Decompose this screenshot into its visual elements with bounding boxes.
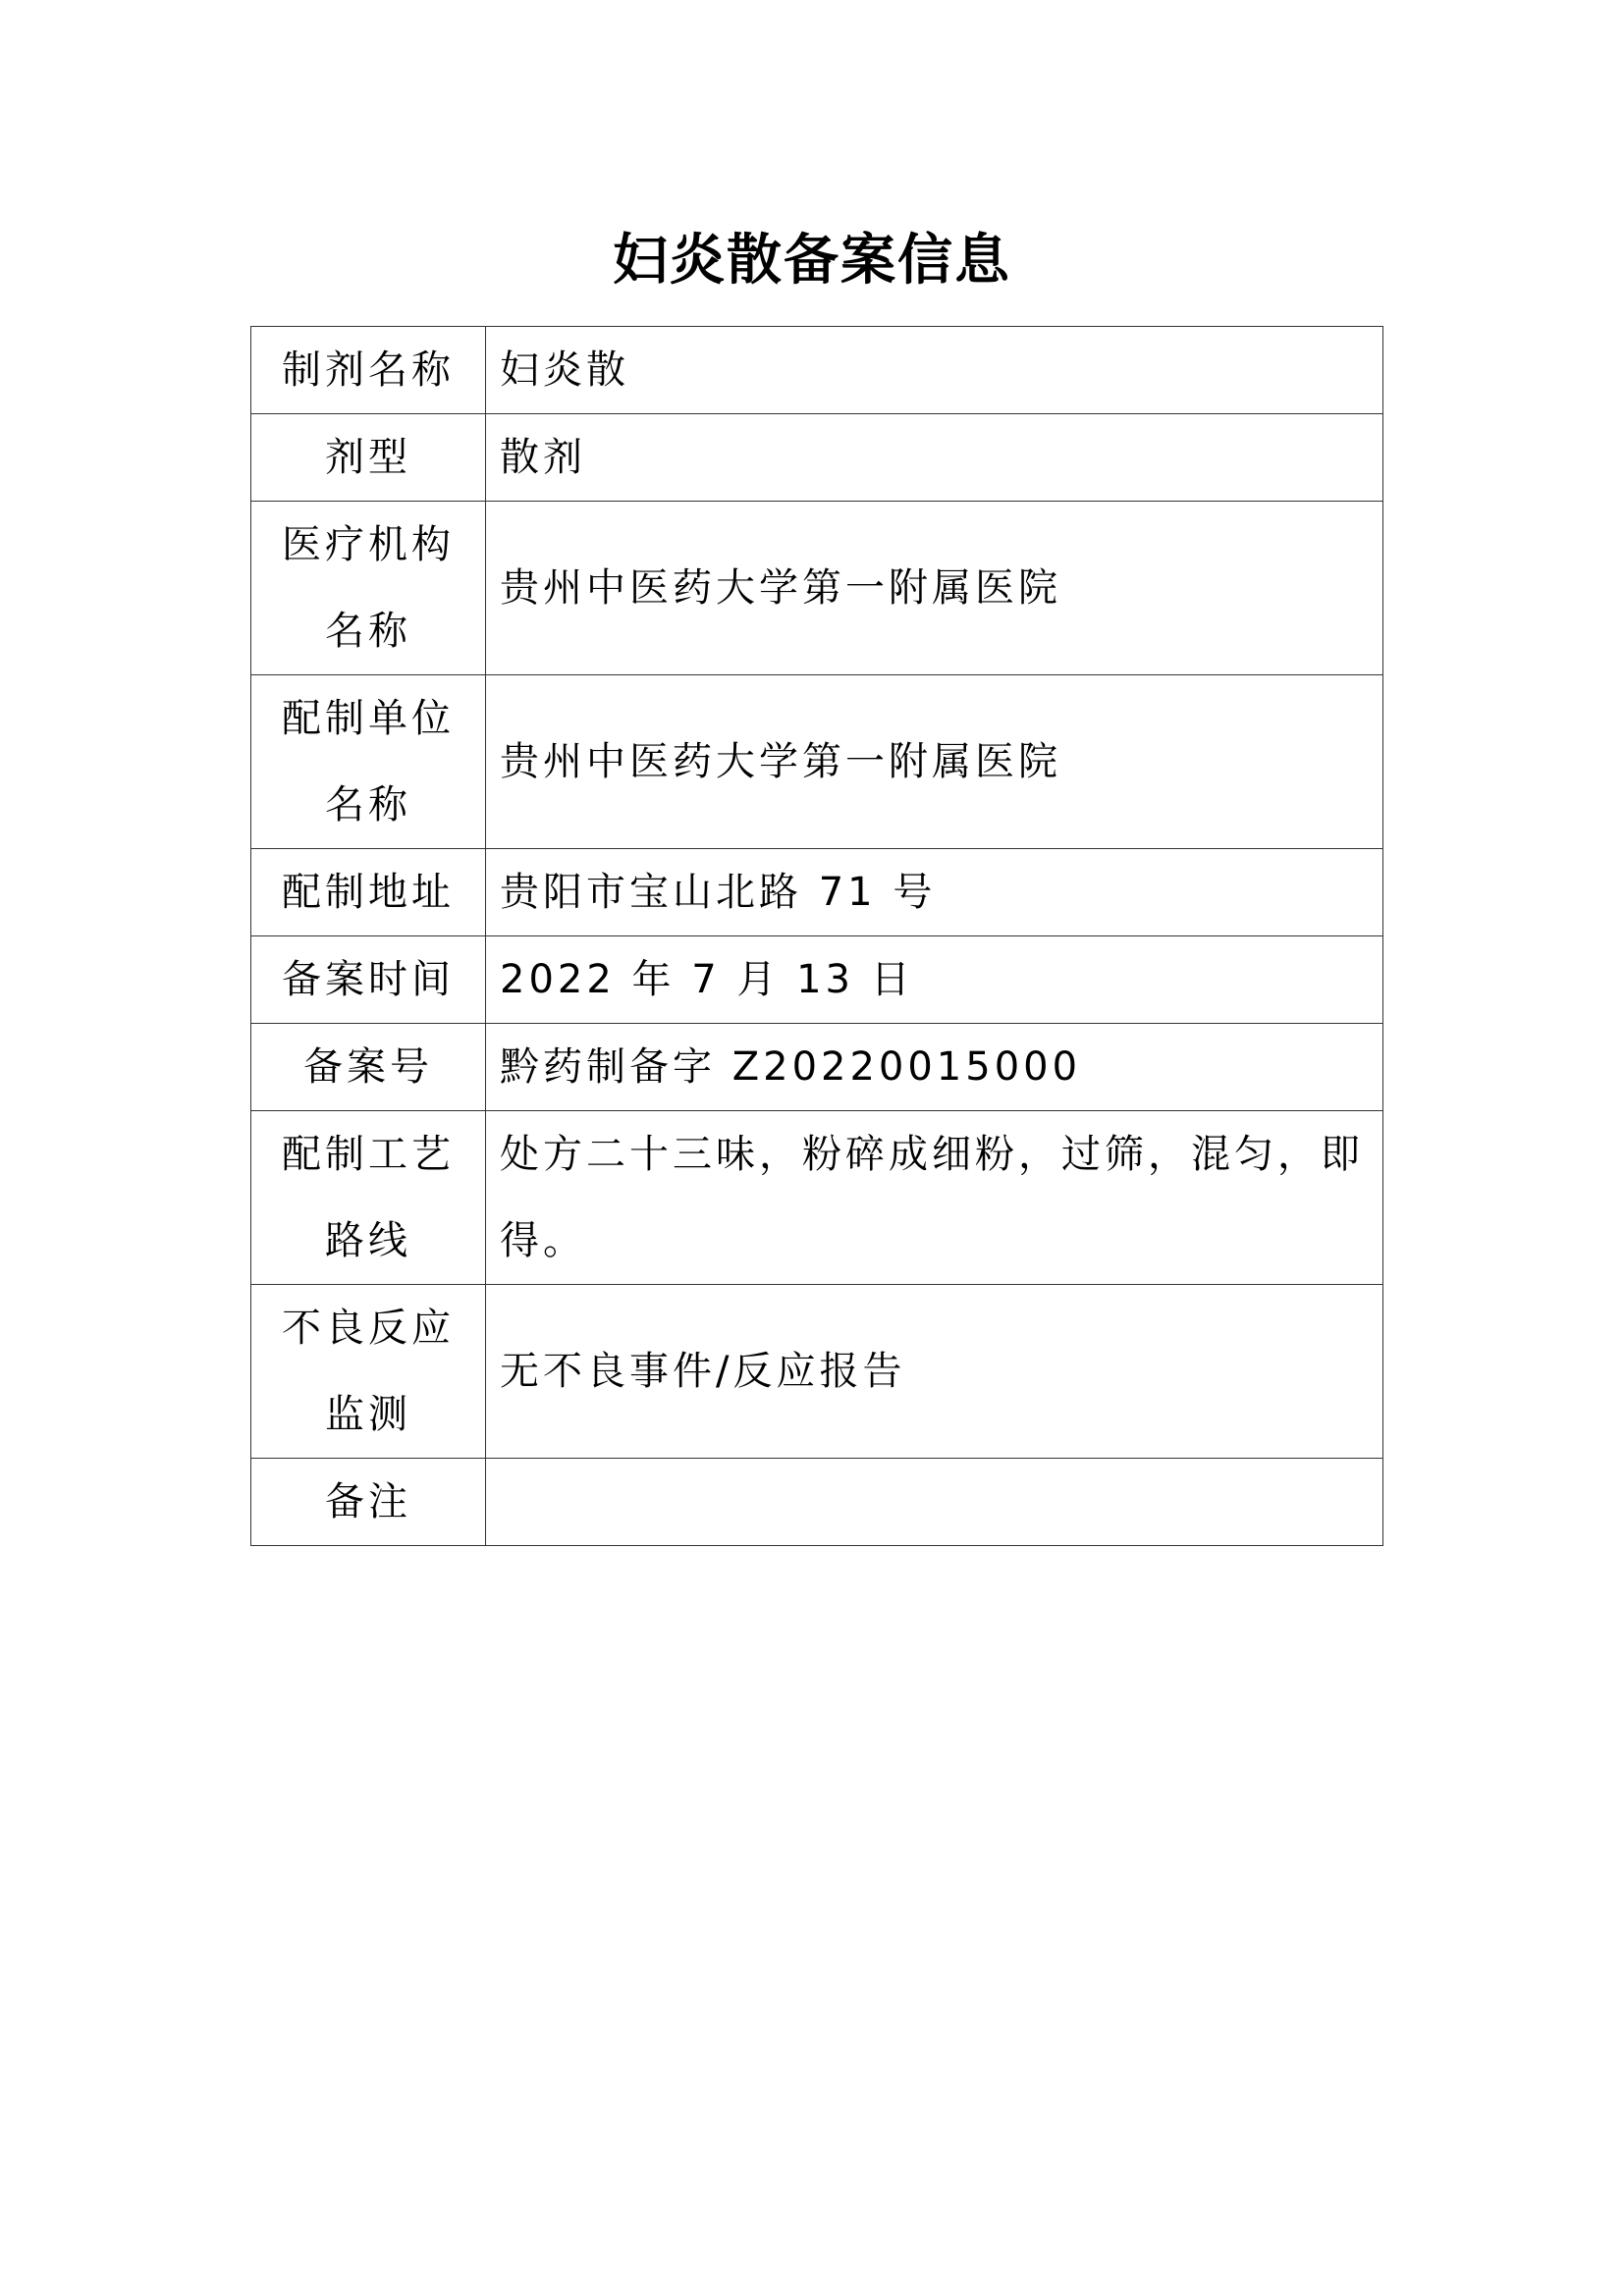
label-line: 监测 bbox=[325, 1392, 411, 1437]
record-table bbox=[250, 326, 1383, 1546]
table-row-remarks bbox=[251, 1459, 1383, 1546]
label-line: 名称 bbox=[325, 782, 411, 828]
value-record-number: 黔药制备字 Z20220015000 bbox=[486, 1024, 1383, 1111]
label-record-number: 备案号 bbox=[251, 1024, 486, 1111]
value-preparation-address: 贵阳市宝山北路 71 号 bbox=[486, 849, 1383, 936]
process-route-text: 处方二十三味，粉碎成细粉，过筛，混匀，即得。 bbox=[500, 1132, 1364, 1263]
label-line: 路线 bbox=[325, 1218, 411, 1263]
page-title: 妇炎散备案信息 bbox=[613, 229, 1011, 293]
label-remarks: 备注 bbox=[251, 1459, 486, 1546]
label-line: 配制工艺 bbox=[282, 1132, 455, 1177]
table-row-preparation-name bbox=[251, 327, 1383, 414]
table-row-preparer-name bbox=[251, 675, 1383, 849]
label-preparation-name: 制剂名称 bbox=[251, 327, 486, 414]
value-preparation-name: 妇炎散 bbox=[486, 327, 1383, 414]
label-line: 名称 bbox=[325, 609, 411, 654]
label-line: 配制单位 bbox=[282, 696, 455, 741]
table-row-dosage-form bbox=[251, 414, 1383, 502]
table-row-process-route bbox=[251, 1111, 1383, 1285]
value-preparer-name: 贵州中医药大学第一附属医院 bbox=[486, 675, 1383, 849]
label-dosage-form: 剂型 bbox=[251, 414, 486, 502]
table-row-preparation-address bbox=[251, 849, 1383, 936]
label-line: 医疗机构 bbox=[282, 522, 455, 567]
value-record-date: 2022 年 7 月 13 日 bbox=[486, 936, 1383, 1024]
table-row-adverse-reaction bbox=[251, 1285, 1383, 1459]
value-dosage-form: 散剂 bbox=[486, 414, 1383, 502]
label-process-route bbox=[251, 1111, 486, 1285]
table-row-institution-name bbox=[251, 502, 1383, 675]
value-institution-name: 贵州中医药大学第一附属医院 bbox=[486, 502, 1383, 675]
label-record-date: 备案时间 bbox=[251, 936, 486, 1024]
value-adverse-reaction: 无不良事件/反应报告 bbox=[486, 1285, 1383, 1459]
value-process-route bbox=[486, 1111, 1383, 1285]
value-remarks bbox=[486, 1459, 1383, 1546]
label-preparation-address: 配制地址 bbox=[251, 849, 486, 936]
table-row-record-number bbox=[251, 1024, 1383, 1111]
label-line: 不良反应 bbox=[282, 1306, 455, 1351]
label-preparer-name bbox=[251, 675, 486, 849]
label-adverse-reaction bbox=[251, 1285, 486, 1459]
table-row-record-date bbox=[251, 936, 1383, 1024]
label-institution-name bbox=[251, 502, 486, 675]
